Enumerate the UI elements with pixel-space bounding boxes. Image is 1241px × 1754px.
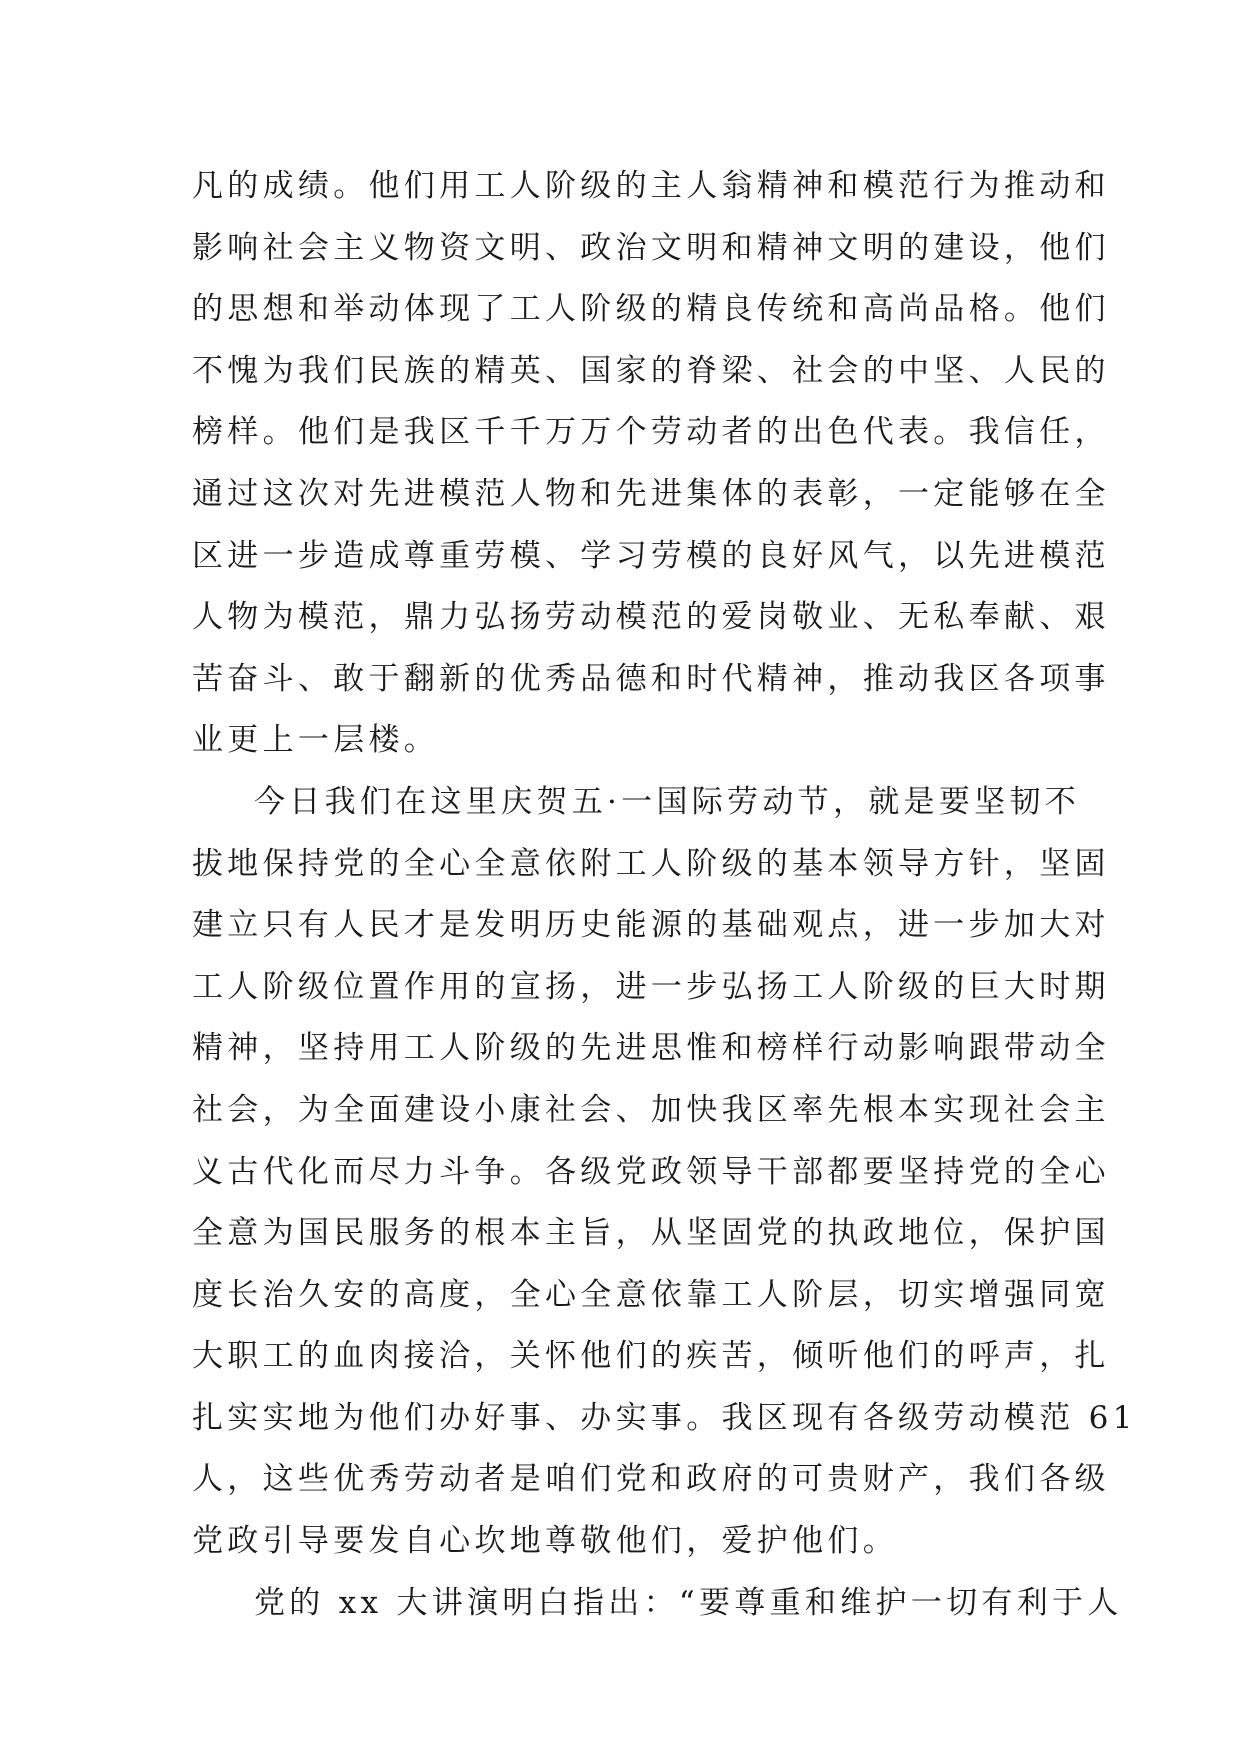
text-line: 大职工的血肉接洽，关怀他们的疾苦，倾听他们的呼声，扎	[192, 1338, 1110, 1375]
text-line: 扎实实地为他们办好事、办实事。我区现有各级劳动模范 61	[192, 1399, 1137, 1436]
text-line: 人，这些优秀劳动者是咱们党和政府的可贵财产，我们各级	[192, 1461, 1110, 1498]
text-line: 工人阶级位置作用的宣扬，进一步弘扬工人阶级的巨大时期	[192, 968, 1110, 1005]
text-line: 业更上一层楼。	[192, 722, 440, 759]
body-text	[192, 156, 1137, 1634]
text-line: 义古代化而尽力斗争。各级党政领导干部都要坚持党的全心	[192, 1153, 1110, 1190]
text-line: 全意为国民服务的根本主旨，从坚固党的执政地位，保护国	[192, 1215, 1110, 1252]
paragraph-first-line: 党的 xx 大讲演明白指出：“要尊重和维护一切有利于人	[254, 1584, 1123, 1621]
text-line: 精神，坚持用工人阶级的先进思惟和榜样行动影响跟带动全	[192, 1030, 1110, 1067]
text-line: 通过这次对先进模范人物和先进集体的表彰，一定能够在全	[192, 475, 1110, 512]
text-line: 榜样。他们是我区千千万万个劳动者的出色代表。我信任，	[192, 414, 1110, 451]
text-line: 建立只有人民才是发明历史能源的基础观点，进一步加大对	[192, 907, 1110, 944]
text-line: 影响社会主义物资文明、政治文明和精神文明的建设，他们	[192, 229, 1110, 266]
paragraph-first-line: 今日我们在这里庆贺五·一国际劳动节，就是要坚韧不	[254, 783, 1081, 820]
text-line: 区进一步造成尊重劳模、学习劳模的良好风气，以先进模范	[192, 537, 1110, 574]
text-line: 党政引导要发自心坎地尊敬他们，爱护他们。	[192, 1523, 898, 1560]
text-line: 人物为模范，鼎力弘扬劳动模范的爱岗敬业、无私奉献、艰	[192, 599, 1110, 636]
text-line: 苦奋斗、敢于翻新的优秀品德和时代精神，推动我区各项事	[192, 660, 1110, 697]
text-line: 度长治久安的高度，全心全意依靠工人阶层，切实增强同宽	[192, 1276, 1110, 1313]
text-line: 不愧为我们民族的精英、国家的脊梁、社会的中坚、人民的	[192, 352, 1110, 389]
text-line: 的思想和举动体现了工人阶级的精良传统和高尚品格。他们	[192, 291, 1110, 328]
text-line: 拔地保持党的全心全意依附工人阶级的基本领导方针，坚固	[192, 845, 1110, 882]
text-line: 社会，为全面建设小康社会、加快我区率先根本实现社会主	[192, 1091, 1110, 1128]
text-line: 凡的成绩。他们用工人阶级的主人翁精神和模范行为推动和	[192, 168, 1110, 204]
